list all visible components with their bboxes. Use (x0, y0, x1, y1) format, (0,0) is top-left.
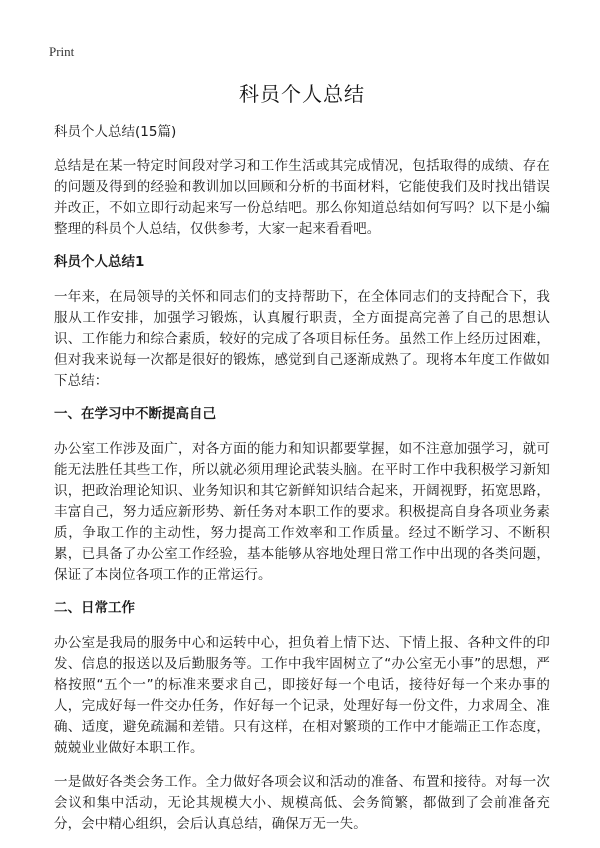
page-title: 科员个人总结 (239, 82, 365, 106)
article-heading: 科员个人总结1 (54, 254, 145, 270)
print-link[interactable]: Print (49, 44, 75, 59)
article-paragraph: 一年来，在局领导的关怀和同志们的支持帮助下，在全体同志们的支持配合下，我服从工作安排，加强学习锻炼，认真履行职责，全方面提高完善了自己的思想认识、工作能力和综合素质，较好的完成了各项目标任务。虽然工作上经历过困难，但对我来说每一次都是很好的锻炼，感觉到自己逐渐成熟了。现将本年度工作做如下总结： (54, 289, 550, 389)
section-paragraph-daily-work: 办公室是我局的服务中心和运转中心，担负着上情下达、下情上报、各种文件的印发、信息的报送以及后勤服务等。工作中我牢固树立了“办公室无小事”的思想，严格按照“五个一”的标准来要求自己，即接好每一个电话，接待好每一个来办事的人，完成好每一件交办任务，作好每一个记录，处理好每一份文件，力求周全、准确、适度，避免疏漏和差错。只有这样，在相对繁琐的工作中才能端正工作态度，兢兢业业做好本职工作。 (54, 635, 550, 756)
section-heading-study: 一、在学习中不断提高自己 (54, 406, 216, 422)
section-heading-daily-work: 二、日常工作 (54, 600, 135, 616)
section-paragraph-study: 办公室工作涉及面广，对各方面的能力和知识都要掌握，如不注意加强学习，就可能无法胜任其些工作，所以就必须用理论武装头脑。在平时工作中我积极学习新知识，把政治理论知识、业务知识和其它新鲜知识结合起来，开阔视野，拓宽思路，丰富自己，努力适应新形势、新任务对本职工作的要求。积极提高自身各项业务素质，争取工作的主动性，努力提高工作效率和工作质量。经过不断学习、不断积累，已具备了办公室工作经验，基本能够从容地处理日常工作中出现的各类问题，保证了本岗位各项工作的正常运行。 (54, 441, 550, 583)
section-paragraph-meetings: 一是做好各类会务工作。全力做好各项会议和活动的准备、布置和接待。对每一次会议和集中活动，无论其规模大小、规模高低、会务简繁，都做到了会前准备充分，会中精心组织，会后认真总结，确保万无一失。 (54, 774, 550, 832)
intro-paragraph: 总结是在某一特定时间段对学习和工作生活或其完成情况，包括取得的成绩、存在的问题及得到的经验和教训加以回顾和分析的书面材料，它能使我们及时找出错误并改正，不如立即行动起来写一份总结吧。那么你知道总结如何写吗？以下是小编整理的科员个人总结，仅供参考，大家一起来看看吧。 (54, 158, 550, 237)
document-body (54, 78, 550, 848)
document-subtitle: 科员个人总结(15篇) (54, 124, 177, 140)
